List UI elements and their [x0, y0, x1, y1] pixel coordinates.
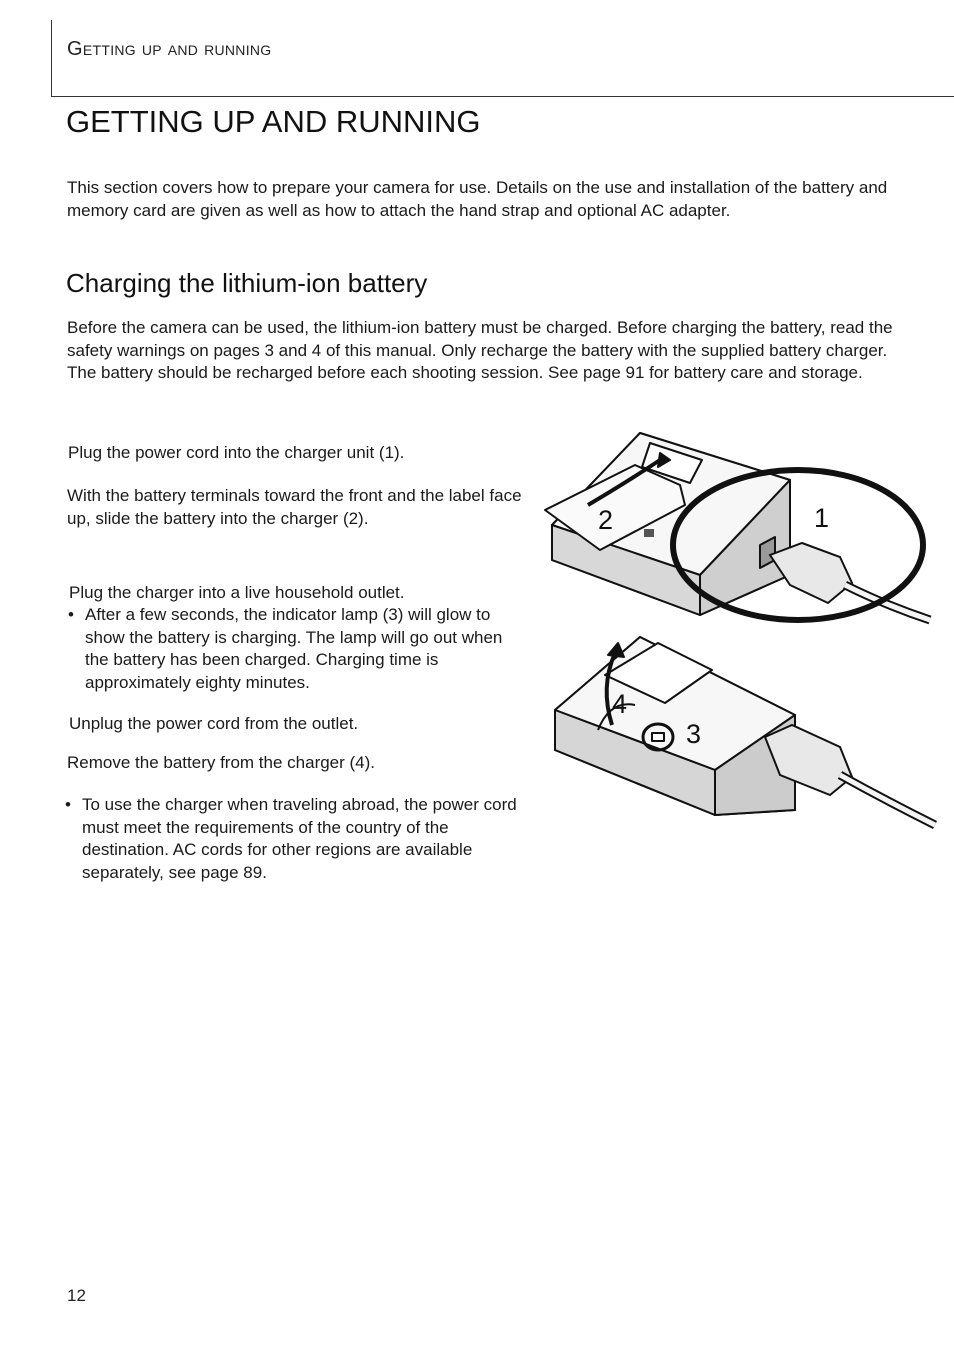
charger-illustration	[540, 425, 940, 845]
bullet-dot: •	[65, 795, 71, 814]
section-title: Charging the lithium-ion battery	[66, 268, 428, 298]
charger-top-view	[545, 433, 790, 615]
callout-4: 4	[612, 689, 628, 719]
step-remove-battery: Remove the battery from the charger (4).	[67, 753, 376, 772]
header-vertical-rule	[51, 20, 52, 97]
charger-bottom-view	[555, 637, 795, 815]
callout-3: 3	[686, 719, 702, 749]
bullet-dot: •	[68, 605, 74, 624]
page-title: GETTING UP AND RUNNING	[66, 104, 481, 139]
bullet-travel-abroad	[65, 794, 525, 884]
bullet-indicator-lamp	[68, 604, 528, 694]
intro-paragraph: This section covers how to prepare your camera for use. Details on the use and installation of the battery and memory card are given as well as how to attach the hand strap and optional AC adapter.	[67, 178, 888, 220]
step-plug-cord: Plug the power cord into the charger unit (1).	[68, 443, 405, 462]
callout-1: 1	[814, 503, 830, 533]
callout-2: 2	[598, 505, 614, 535]
step-plug-outlet: Plug the charger into a live household outlet.	[69, 583, 405, 602]
step-unplug: Unplug the power cord from the outlet.	[69, 714, 359, 733]
bullet-text: After a few seconds, the indicator lamp (3) will glow to show the battery is charging. The lamp will go out when the battery has been charged. Charging time is approximately eighty minutes.	[85, 605, 503, 692]
bullet-text: To use the charger when traveling abroad, the power cord must meet the requirements of the country of the destination. AC cords for other regions are available separately, see page 89.	[82, 795, 517, 882]
charging-intro-paragraph: Before the camera can be used, the lithium-ion battery must be charged. Before charging the battery, read the safety warnings on pages 3 and 4 of this manual. Only recharge the battery with the supplied battery charger. The battery should be recharged before each shooting session. See page 91 for battery care and storage.	[67, 318, 893, 383]
running-header: Getting up and running	[67, 38, 272, 60]
step-insert-battery: With the battery terminals toward the front and the label face up, slide the battery into the charger (2).	[67, 486, 522, 528]
header-horizontal-rule	[51, 96, 954, 97]
page-number: 12	[67, 1286, 86, 1305]
